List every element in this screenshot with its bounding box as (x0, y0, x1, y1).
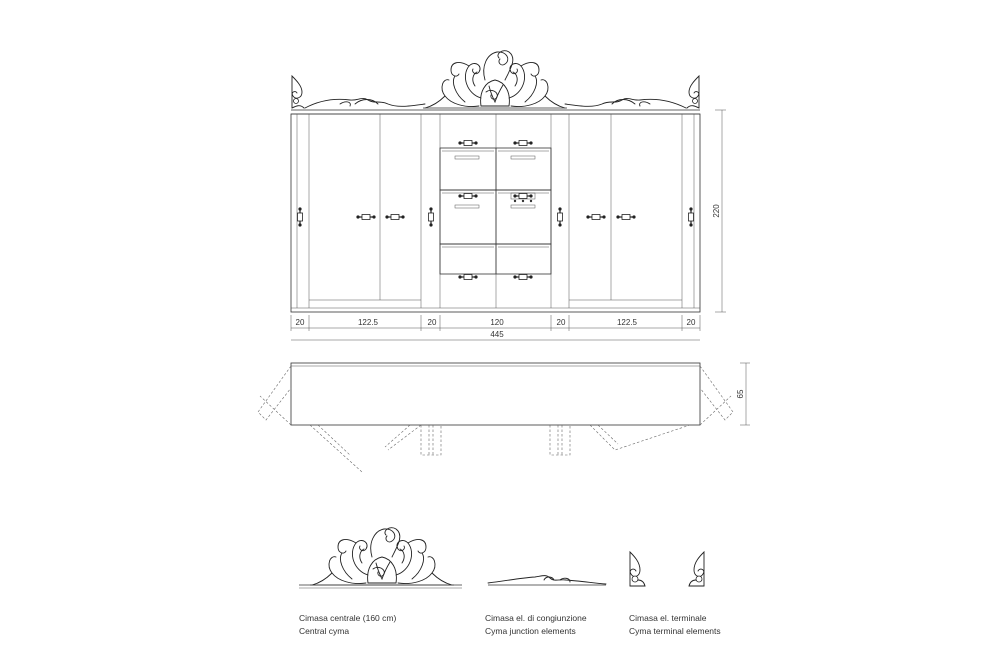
caption-junction-cyma (485, 612, 587, 638)
caption-central-cyma-it: Cimasa centrale (160 cm) (299, 613, 397, 623)
caption-terminal-cyma-it: Cimasa el. terminale (629, 613, 707, 623)
height-dimension (712, 110, 726, 312)
plan-view (258, 363, 733, 472)
dim-width-0: 20 (295, 318, 305, 327)
dim-total-width: 445 (490, 330, 504, 339)
terminal-cyma-detail (630, 552, 704, 586)
junction-cyma-detail (488, 576, 606, 585)
caption-terminal-cyma (629, 612, 721, 638)
width-dimension (291, 315, 700, 340)
dim-width-6: 20 (686, 318, 696, 327)
dim-width-5: 122.5 (616, 318, 638, 327)
dim-width-1: 122.5 (357, 318, 379, 327)
front-elevation (291, 51, 700, 312)
central-cyma-detail (299, 528, 462, 588)
dim-height: 220 (712, 204, 721, 218)
dim-width-2: 20 (427, 318, 437, 327)
dim-width-3: 120 (490, 318, 504, 327)
caption-terminal-cyma-en: Cyma terminal elements (629, 626, 721, 636)
dim-depth: 65 (736, 389, 745, 399)
caption-central-cyma-en: Central cyma (299, 626, 350, 636)
caption-junction-cyma-it: Cimasa el. di congiunzione (485, 613, 587, 623)
depth-dimension (736, 363, 750, 425)
caption-junction-cyma-en: Cyma junction elements (485, 626, 576, 636)
caption-central-cyma (299, 612, 396, 638)
dim-width-4: 20 (556, 318, 566, 327)
